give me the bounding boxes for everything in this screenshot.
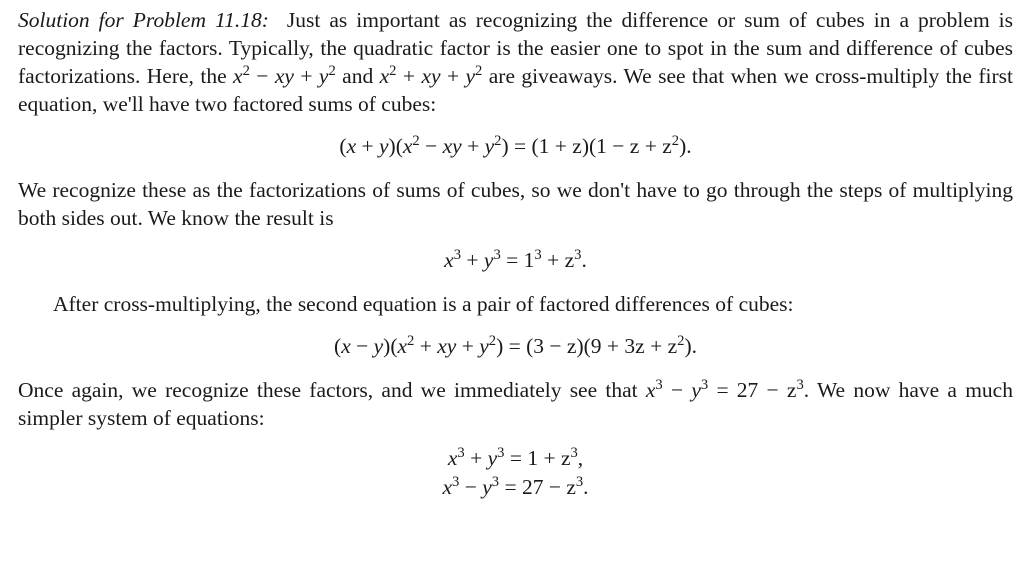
- equation-sum-factored: $(x + y)(x^2$ − xy + $y^2) = (1 + z)(1 - z + z^2)$.: [339, 132, 692, 158]
- paragraph-recognize-sums: We recognize these as the factorizations of sums of cubes, so we don't have to go through the steps of multiplying both sides out. We know the result is: [18, 178, 1013, 230]
- system-line-2: $x^3 - y^3 = 27 - z^3$.: [442, 473, 589, 499]
- solution-text: [18, 6, 1013, 502]
- equation-sum-cubes: $x^3 + y^3 = 1^3 + z^3$.: [444, 246, 587, 272]
- inline-math-difference: $x^3 - y^3 = 27 - z^3$: [645, 376, 804, 402]
- intro-text-c: are giveaways. We see that when we cross-multiply the first equation, we'll have two factored sums of cubes:: [18, 64, 1013, 116]
- equation-system: [18, 444, 1013, 502]
- system-line-1: $x^3 + y^3 = 1 + z^3$,: [447, 444, 584, 470]
- inline-math-quadratic-2: $x^2$ + xy + $y^2$: [379, 62, 483, 88]
- inline-math-quadratic-1: $x^2$ − xy + $y^2$: [233, 62, 336, 88]
- paragraph-intro: [18, 6, 1013, 118]
- system-text-a: Once again, we recognize these factors, and we immediately see that: [18, 378, 646, 402]
- paragraph-simpler-system: [18, 376, 1013, 432]
- solution-label: Solution for Problem 11.18:: [18, 8, 269, 32]
- intro-text-a: Just as important as recognizing the difference or sum of cubes in a problem is recognizing the factors. Typically, the quadratic factor is the easier one to spot in the sum and difference of cubes factorizations. Here, the: [18, 8, 1013, 88]
- intro-text-b: and: [335, 64, 380, 88]
- paragraph-second-equation: After cross-multiplying, the second equation is a pair of factored differences of cubes:: [53, 292, 794, 316]
- system-text-b: . We now have a much simpler system of equations:: [18, 378, 1013, 430]
- equation-difference-factored: $(x - y)(x^2$ + xy + $y^2) = (3 - z)(9 + 3z + z^2)$.: [334, 332, 697, 358]
